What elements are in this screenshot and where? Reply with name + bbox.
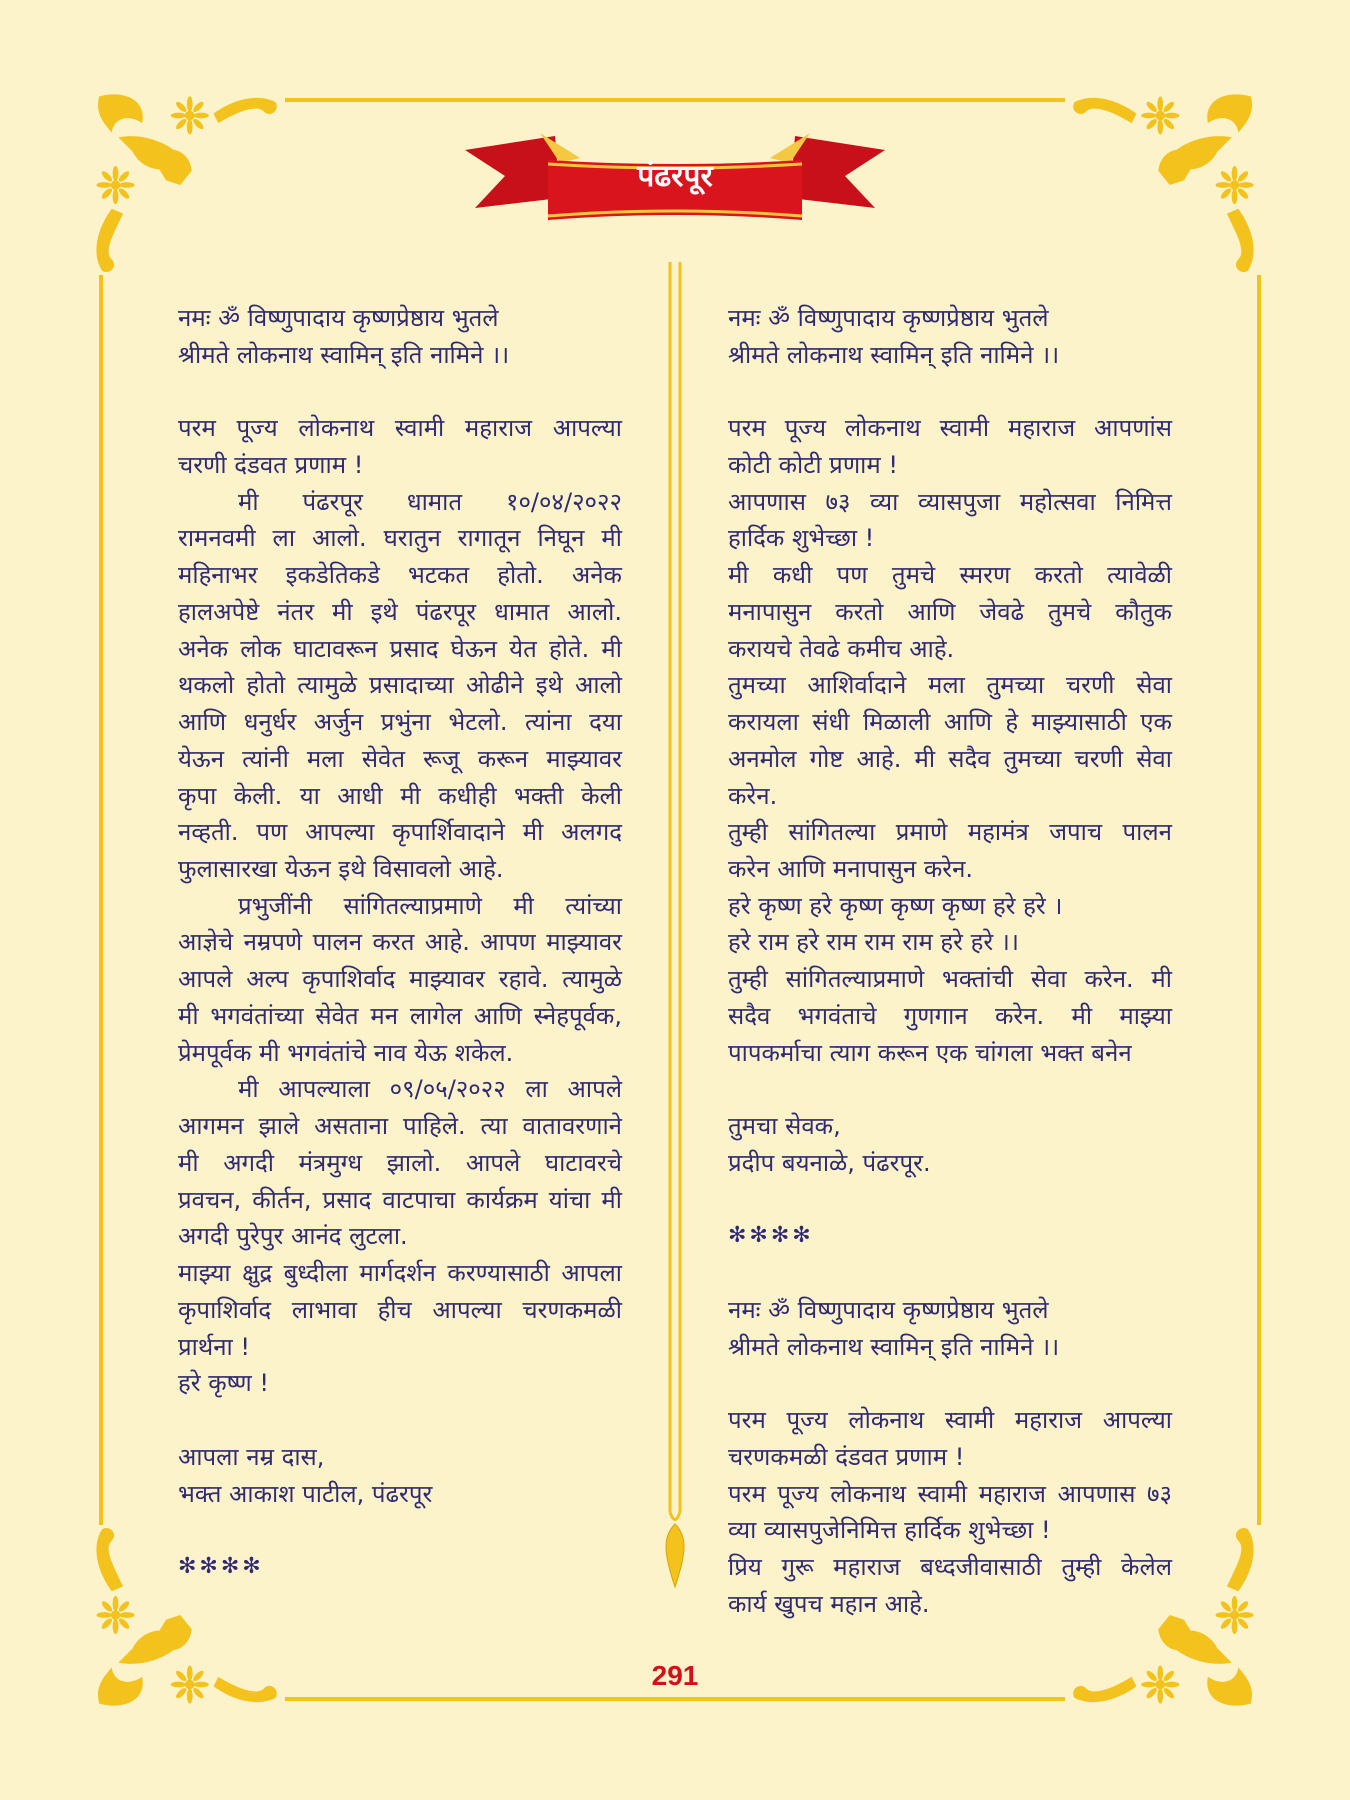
page-title: पंढरपूर — [637, 159, 713, 194]
text-line: प्रदीप बयनाळे, पंढरपूर. — [728, 1148, 931, 1177]
text-line: तुम्ही सांगितल्या प्रमाणे महामंत्र जपाच पालन — [728, 818, 1172, 847]
frame-top-line — [285, 98, 1065, 102]
column-divider — [660, 262, 690, 1592]
text-line: अनेक लोक घाटावरून प्रसाद घेऊन येत होते. मी — [178, 634, 622, 663]
text-line: कृपाशिर्वाद लाभावा हीच आपल्या चरणकमळी — [178, 1295, 622, 1324]
blank-line — [728, 1071, 1172, 1108]
left-column-text — [178, 300, 622, 1586]
text-line: परम पूज्य लोकनाथ स्वामी महाराज आपणास ७३ — [728, 1479, 1172, 1508]
text-line: आगमन झाले असताना पाहिले. त्या वातावरणाने — [178, 1112, 622, 1141]
text-line: प्रिय गुरू महाराज बध्दजीवासाठी तुम्ही केलेल — [728, 1552, 1172, 1581]
text-line: कोटी कोटी प्रणाम ! — [728, 450, 899, 479]
text-line: आपला नम्र दास, — [178, 1442, 325, 1471]
text-line: परम पूज्य लोकनाथ स्वामी महाराज आपणांस — [728, 414, 1172, 443]
text-line: सदैव भगवंताचे गुणगान करेन. मी माझ्या — [728, 1001, 1172, 1030]
text-line: करायचे तेवढे कमीच आहे. — [728, 634, 955, 663]
text-line: थकलो होतो त्यामुळे प्रसादाच्या ओढीने इथे आलो — [178, 671, 622, 700]
text-line: मी अगदी मंत्रमुग्ध झालो. आपले घाटावरचे — [178, 1148, 622, 1177]
text-line: रामनवमी ला आलो. घरातुन रागातून निघून मी — [178, 524, 622, 553]
text-line: परम पूज्य लोकनाथ स्वामी महाराज आपल्या — [178, 414, 622, 443]
section-separator: ✻✻✻✻ — [178, 1553, 264, 1579]
frame-right-line — [1257, 275, 1261, 1525]
text-line: फुलासारखा येऊन इथे विसावलो आहे. — [178, 855, 504, 884]
text-line: मी भगवंतांच्या सेवेत मन लागेल आणि स्नेहपूर्वक, — [178, 1001, 622, 1030]
text-line: तुमचा सेवक, — [728, 1112, 841, 1141]
text-line: चरणकमळी दंडवत प्रणाम ! — [728, 1442, 965, 1471]
text-line: प्रार्थना ! — [178, 1332, 250, 1361]
text-line: आपले अल्प कृपाशिर्वाद माझ्यावर रहावे. त्यामुळे — [178, 965, 622, 994]
text-line: तुमच्या आशिर्वादाने मला तुमच्या चरणी सेवा — [728, 671, 1172, 700]
text-line: भक्त आकाश पाटील, पंढरपूर — [178, 1479, 433, 1508]
text-line: मनापासुन करतो आणि जेवढे तुमचे कौतुक — [728, 597, 1172, 626]
text-line: आपणास ७३ व्या व्यासपुजा महोत्सवा निमित्त — [728, 487, 1172, 516]
text-line: प्रवचन, कीर्तन, प्रसाद वाटपाचा कार्यक्रम यांचा मी — [178, 1185, 622, 1214]
text-line: नमः ॐ विष्णुपादाय कृष्णप्रेष्ठाय भुतले — [728, 1295, 1049, 1324]
text-line: करायला संधी मिळाली आणि हे माझ्यासाठी एक — [728, 708, 1172, 737]
text-line: हार्दिक शुभेच्छा ! — [728, 524, 875, 553]
text-line: माझ्या क्षुद्र बुध्दीला मार्गदर्शन करण्यासाठी आपला — [178, 1259, 622, 1288]
text-line: अगदी पुरेपुर आनंद लुटला. — [178, 1222, 408, 1251]
text-line: मी कधी पण तुमचे स्मरण करतो त्यावेळी — [728, 561, 1172, 590]
frame-left-line — [99, 275, 103, 1525]
text-line: श्रीमते लोकनाथ स्वामिन् इति नामिने ।। — [728, 340, 1060, 369]
corner-ornament-top-left — [85, 85, 285, 285]
text-line: कृपा केली. या आधी मी कधीही भक्ती केली — [178, 781, 622, 810]
text-line: नमः ॐ विष्णुपादाय कृष्णप्रेष्ठाय भुतले — [728, 304, 1049, 332]
blank-line — [178, 373, 622, 410]
text-line: श्रीमते लोकनाथ स्वामिन् इति नामिने ।। — [728, 1332, 1060, 1361]
text-line: मी पंढरपूर धामात १०/०४/२०२२ — [238, 487, 622, 516]
title-ribbon-banner — [460, 118, 890, 228]
frame-bottom-line — [285, 1697, 1065, 1701]
text-line: करेन आणि मनापासुन करेन. — [728, 855, 974, 884]
right-column-text — [728, 300, 1172, 1622]
text-line: नमः ॐ विष्णुपादाय कृष्णप्रेष्ठाय भुतले — [178, 304, 499, 332]
text-line: हरे कृष्ण हरे कृष्ण कृष्ण कृष्ण हरे हरे । — [728, 891, 1063, 920]
text-line: कार्य खुपच महान आहे. — [728, 1589, 930, 1618]
text-line: प्रेमपूर्वक मी भगवंतांचे नाव येऊ शकेल. — [178, 1038, 514, 1067]
text-line: हरे कृष्ण ! — [178, 1369, 269, 1398]
text-line: हरे राम हरे राम राम राम हरे हरे ।। — [728, 928, 1019, 957]
blank-line — [728, 1255, 1172, 1292]
blank-line — [178, 1402, 622, 1439]
text-line: तुम्ही सांगितल्याप्रमाणे भक्तांची सेवा करेन. मी — [728, 965, 1172, 994]
text-line: मी आपल्याला ०९/०५/२०२२ ला आपले — [238, 1075, 622, 1104]
blank-line — [178, 1512, 622, 1549]
blank-line — [728, 373, 1172, 410]
text-line: येऊन त्यांनी मला सेवेत रूजू करून माझ्यावर — [178, 744, 622, 773]
blank-line — [728, 1182, 1172, 1219]
text-line: श्रीमते लोकनाथ स्वामिन् इति नामिने ।। — [178, 340, 510, 369]
text-line: करेन. — [728, 781, 778, 810]
text-line: प्रभुजींनी सांगितल्याप्रमाणे मी त्यांच्या — [238, 891, 622, 920]
page-number: 291 — [651, 1660, 699, 1691]
text-line: पापकर्माचा त्याग करून एक चांगला भक्त बनेन — [728, 1038, 1132, 1067]
text-line: चरणी दंडवत प्रणाम ! — [178, 450, 364, 479]
blank-line — [728, 1365, 1172, 1402]
section-separator: ✻✻✻✻ — [728, 1223, 814, 1249]
text-line: नव्हती. पण आपल्या कृपार्शिवादाने मी अलगद — [178, 818, 622, 847]
text-line: व्या व्यासपुजेनिमित्त हार्दिक शुभेच्छा ! — [728, 1516, 1051, 1545]
text-line: हालअपेष्टे नंतर मी इथे पंढरपूर धामात आलो. — [178, 597, 622, 626]
text-line: आणि धनुर्धर अर्जुन प्रभुंना भेटलो. त्यांना दया — [178, 708, 622, 737]
corner-ornament-top-right — [1065, 85, 1265, 285]
text-line: महिनाभर इकडेतिकडे भटकत होतो. अनेक — [178, 561, 622, 590]
text-line: परम पूज्य लोकनाथ स्वामी महाराज आपल्या — [728, 1406, 1172, 1435]
text-line: आज्ञेचे नम्रपणे पालन करत आहे. आपण माझ्यावर — [178, 928, 622, 957]
text-line: अनमोल गोष्ट आहे. मी सदैव तुमच्या चरणी सेवा — [728, 744, 1172, 773]
